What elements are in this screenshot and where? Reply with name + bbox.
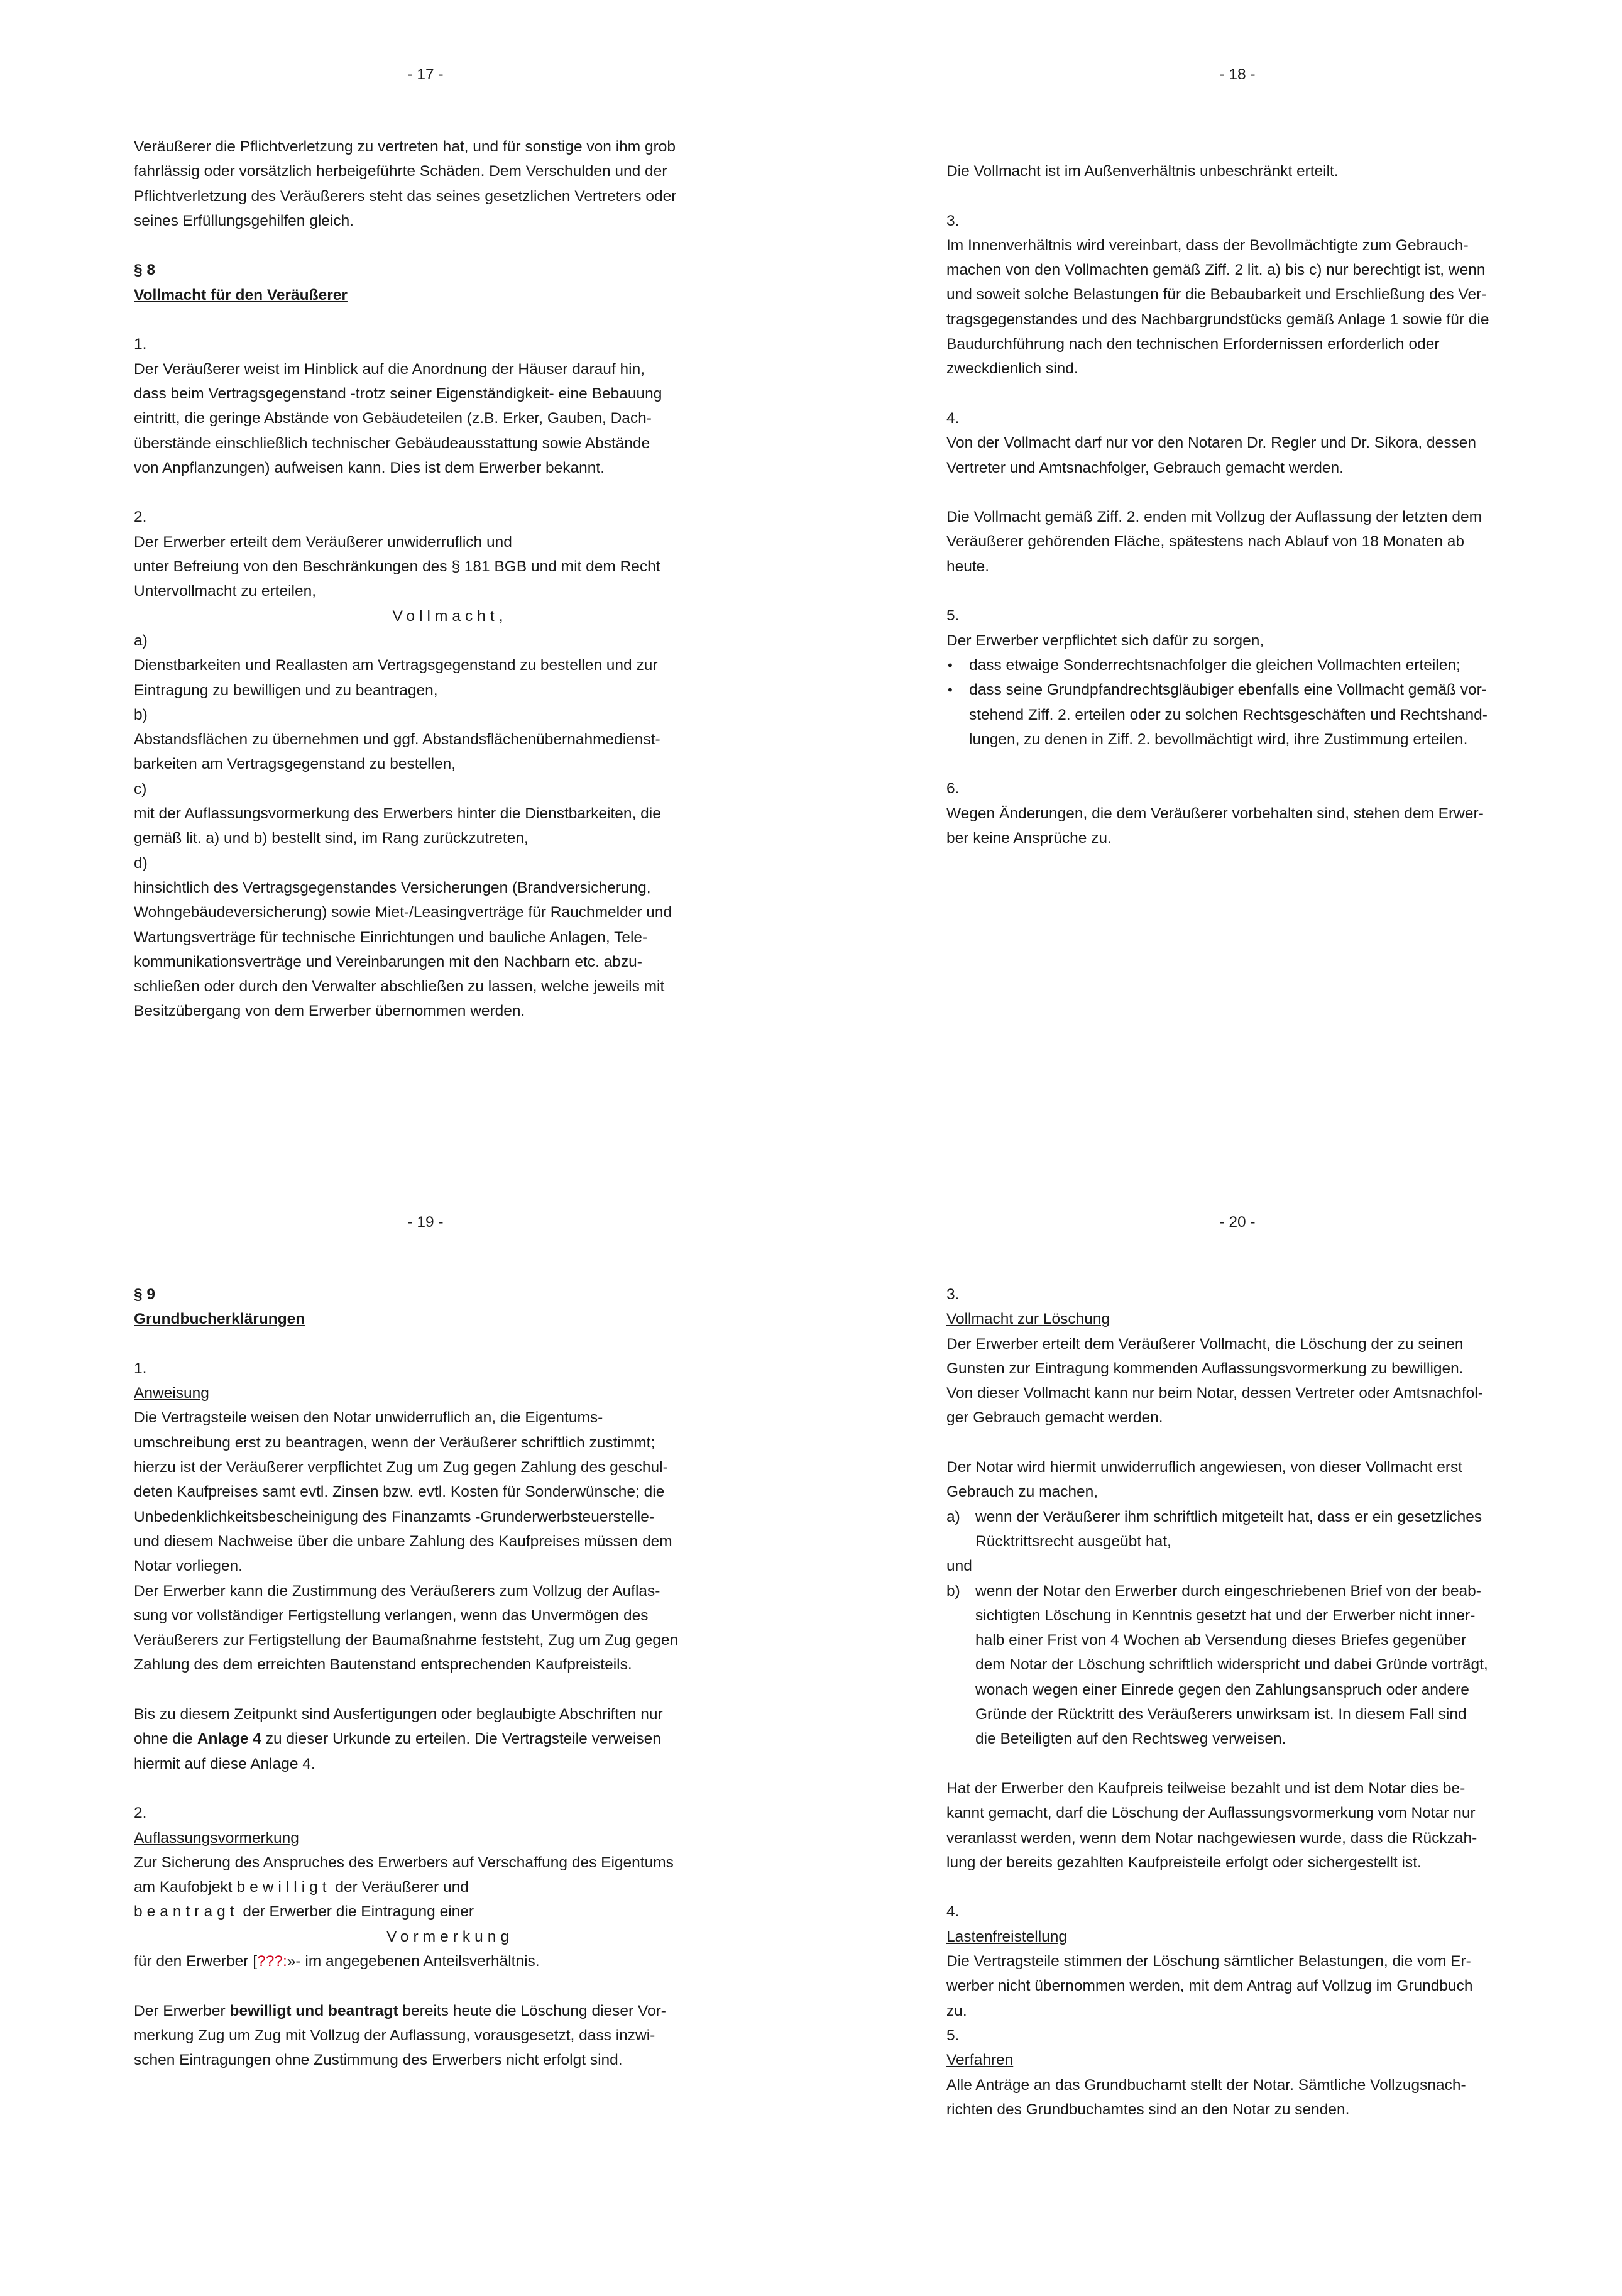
text-line: Der Erwerber verpflichtet sich dafür zu sorgen, xyxy=(946,632,1264,649)
section-number: § 8 xyxy=(134,261,156,279)
item-number: 3. xyxy=(946,1286,960,1303)
text-fragment: zu dieser Urkunde zu erteilen. Die Vertragsteile verweisen xyxy=(261,1730,661,1748)
text-line: hiermit auf diese Anlage 4. xyxy=(134,1755,315,1772)
list-label: c) xyxy=(134,780,147,798)
text-line: Der Erwerber erteilt dem Veräußerer Vollmacht, die Löschung der zu seinen xyxy=(946,1335,1464,1353)
item-number: 4. xyxy=(946,409,960,427)
page-number-18: - 18 - xyxy=(1219,66,1256,83)
bullet-item: • dass etwaige Sonderrechtsnachfolger die gleichen Vollmachten erteilen; xyxy=(946,653,1579,678)
text-line: halb einer Frist von 4 Wochen ab Versendung dieses Briefes gegenüber xyxy=(975,1632,1467,1649)
text-line: seines Erfüllungsgehilfen gleich. xyxy=(134,212,354,229)
text-line: Der Erwerber erteilt dem Veräußerer unwiderruflich und xyxy=(134,533,512,551)
placeholder-marker: ???: xyxy=(257,1953,287,1970)
text-line: zweckdienlich sind. xyxy=(946,360,1078,378)
text-line: dem Notar der Löschung schriftlich widerspricht und dabei Gründe vorträgt, xyxy=(975,1656,1488,1674)
text-fragment: bereits heute die Löschung dieser Vor- xyxy=(398,2002,666,2019)
text-line: veranlasst werden, wenn dem Notar nachgewiesen wurde, dass die Rückzah- xyxy=(946,1829,1477,1847)
text-line: Der Veräußerer weist im Hinblick auf die Anordnung der Häuser darauf hin, xyxy=(134,360,645,378)
text-line: Im Innenverhältnis wird vereinbart, dass der Bevollmächtigte zum Gebrauch- xyxy=(946,236,1469,254)
item-number: 1. xyxy=(134,336,147,353)
text-line: Pflichtverletzung des Veräußerers steht das seines gesetzlichen Vertreters oder xyxy=(134,187,677,205)
text-line: Von dieser Vollmacht kann nur beim Notar, dessen Vertreter oder Amtsnachfol- xyxy=(946,1385,1483,1402)
text-line: sung vor vollständiger Fertigstellung verlangen, wenn das Unvermögen des xyxy=(134,1607,649,1624)
item-heading: Auflassungsvormerkung xyxy=(134,1829,299,1847)
text-line: Wohngebäudeversicherung) sowie Miet-/Leasingverträge für Rauchmelder und xyxy=(134,904,672,921)
list-label: b) xyxy=(134,706,148,723)
text-line: tragsgegenstandes und des Nachbargrundstücks gemäß Anlage 1 sowie für die xyxy=(946,310,1489,328)
text-line: Gunsten zur Eintragung kommenden Auflassungsvormerkung zu bewilligen. xyxy=(946,1359,1464,1377)
page-20 xyxy=(946,1282,1579,2122)
p17-intro-paragraph xyxy=(134,135,766,233)
text-line: richten des Grundbuchamtes sind an den Notar zu senden. xyxy=(946,2101,1350,2118)
text-fragment: ohne die xyxy=(134,1730,197,1748)
text-line: unter Befreiung von den Beschränkungen des § 181 BGB und mit dem Recht xyxy=(134,558,660,576)
text-line: Besitzübergang von dem Erwerber übernommen werden. xyxy=(134,1002,525,1020)
text-line: Wegen Änderungen, die dem Veräußerer vorbehalten sind, stehen dem Erwer- xyxy=(946,805,1484,822)
text-line: mit der Auflassungsvormerkung des Erwerbers hinter die Dienstbarkeiten, die xyxy=(134,805,661,823)
text-line: Die Vollmacht ist im Außenverhältnis unbeschränkt erteilt. xyxy=(946,163,1339,180)
item-heading: Lastenfreistellung xyxy=(946,1928,1068,1945)
text-line: Notar vorliegen. xyxy=(134,1557,243,1575)
list-label: a) xyxy=(946,1508,960,1525)
text-line: machen von den Vollmachten gemäß Ziff. 2 lit. a) bis c) nur berechtigt ist, wenn xyxy=(946,261,1486,279)
section-number: § 9 xyxy=(134,1286,156,1303)
text-line: sichtigten Löschung in Kenntnis gesetzt hat und der Erwerber nicht inner- xyxy=(975,1607,1476,1624)
page-number-19: - 19 - xyxy=(407,1214,444,1231)
text-line: Hat der Erwerber den Kaufpreis teilweise bezahlt und ist dem Notar dies be- xyxy=(946,1779,1466,1797)
text-line: heute. xyxy=(946,558,990,575)
list-label: d) xyxy=(134,854,148,872)
text-line xyxy=(134,1999,766,2023)
bullet-item: • dass seine Grundpfandrechtsgläubiger ebenfalls eine Vollmacht gemäß vor- xyxy=(946,678,1579,702)
vormerkung-heading: Vormerkung xyxy=(386,1928,514,1945)
text-fragment: der Erwerber die Eintragung einer xyxy=(238,1903,474,1921)
text-line: Veräußerers zur Fertigstellung der Baumaßnahme feststeht, Zug um Zug gegen xyxy=(134,1632,679,1649)
vollmacht-heading: Vollmacht, xyxy=(392,607,508,625)
text-line: und soweit solche Belastungen für die Bebaubarkeit und Erschließung des Ver- xyxy=(946,286,1487,304)
text-line: deten Kaufpreises samt evtl. Zinsen bzw. evtl. Kosten für Sonderwünsche; die xyxy=(134,1483,665,1501)
item-number: 5. xyxy=(946,607,960,625)
text-line: Von der Vollmacht darf nur vor den Notaren Dr. Regler und Dr. Sikora, dessen xyxy=(946,434,1476,452)
text-line: Die Vertragsteile stimmen der Löschung sämtlicher Belastungen, die vom Er- xyxy=(946,1953,1471,1970)
text-line: Eintragung zu bewilligen und zu beantragen, xyxy=(134,681,438,699)
text-line: und diesem Nachweise über die unbare Zahlung des Kaufpreises müssen dem xyxy=(134,1532,672,1550)
text-line: Baudurchführung nach den technischen Erfordernissen erforderlich oder xyxy=(946,336,1440,353)
text-line: von Anpflanzungen) aufweisen kann. Dies ist dem Erwerber bekannt. xyxy=(134,459,605,476)
page-17 xyxy=(134,135,766,1024)
item-number: 1. xyxy=(134,1359,147,1377)
text-line: schließen oder durch den Verwalter abschließen zu lassen, welche jeweils mit xyxy=(134,978,665,996)
text-line xyxy=(134,1899,766,1924)
page-18 xyxy=(946,159,1579,850)
item-number: 4. xyxy=(946,1903,960,1921)
text-line: überstände einschließlich technischer Gebäudeausstattung sowie Abstände xyxy=(134,434,650,452)
page-number-17: - 17 - xyxy=(407,66,444,83)
item-heading: Anweisung xyxy=(134,1385,209,1402)
text-line: Zur Sicherung des Anspruches des Erwerbers auf Verschaffung des Eigentums xyxy=(134,1854,674,1871)
list-label: b) xyxy=(946,1582,960,1600)
text-line: und xyxy=(946,1557,972,1575)
text-line: Wartungsverträge für technische Einrichtungen und bauliche Anlagen, Tele- xyxy=(134,928,648,946)
text-line: eintritt, die geringe Abstände von Gebäudeteilen (z.B. Erker, Gauben, Dach- xyxy=(134,410,652,427)
text-line: gemäß lit. a) und b) bestellt sind, im Rang zurückzutreten, xyxy=(134,830,529,847)
text-line: Alle Anträge an das Grundbuchamt stellt der Notar. Sämtliche Vollzugsnach- xyxy=(946,2076,1466,2094)
item-number: 2. xyxy=(134,1804,147,1822)
text-line xyxy=(134,1949,766,1974)
text-fragment: Der Erwerber xyxy=(134,2002,230,2019)
text-line: die Beteiligten auf den Rechtsweg verweisen. xyxy=(975,1730,1286,1748)
text-line: Gebrauch zu machen, xyxy=(946,1483,1099,1501)
text-line xyxy=(134,1727,766,1751)
text-line: lung der bereits gezahlten Kaufpreisteile erfolgt oder sichergestellt ist. xyxy=(946,1854,1422,1871)
text-line: Die Vollmacht gemäß Ziff. 2. enden mit Vollzug der Auflassung der letzten dem xyxy=(946,508,1482,526)
page-number-20: - 20 - xyxy=(1219,1214,1256,1231)
text-fragment: für den Erwerber [ xyxy=(134,1953,258,1970)
text-line: hierzu ist der Veräußerer verpflichtet Zug um Zug gegen Zahlung des geschul- xyxy=(134,1459,668,1476)
text-line: hinsichtlich des Vertragsgegenstandes Versicherungen (Brandversicherung, xyxy=(134,879,651,896)
item-number: 5. xyxy=(946,2026,960,2044)
text-line: ger Gebrauch gemacht werden. xyxy=(946,1409,1163,1427)
text-fragment: am Kaufobjekt xyxy=(134,1879,237,1896)
text-line: Der Notar wird hiermit unwiderruflich angewiesen, von dieser Vollmacht erst xyxy=(946,1459,1463,1476)
text-line: kommunikationsverträge und Vereinbarungen mit den Nachbarn etc. abzu- xyxy=(134,953,642,970)
text-line: Gründe der Rücktritt des Veräußerers unwirksam ist. In diesem Fall sind xyxy=(975,1706,1467,1723)
text-line: Dienstbarkeiten und Reallasten am Vertragsgegenstand zu bestellen und zur xyxy=(134,657,658,674)
text-line: merkung Zug um Zug mit Vollzug der Auflassung, vorausgesetzt, dass inzwi- xyxy=(134,2026,655,2044)
list-item-b xyxy=(946,1579,1579,1603)
spaced-word: beantragt xyxy=(134,1903,239,1921)
text-line: schen Eintragungen ohne Zustimmung des Erwerbers nicht erfolgt sind. xyxy=(134,2052,623,2069)
text-line: wonach wegen einer Einrede gegen den Zahlungsanspruch oder andere xyxy=(975,1681,1469,1698)
section-title: Vollmacht für den Veräußerer xyxy=(134,286,348,304)
text-line: fahrlässig oder vorsätzlich herbeigeführte Schäden. Dem Verschulden und der xyxy=(134,163,667,180)
page-19 xyxy=(134,1282,766,2073)
text-line: Die Vertragsteile weisen den Notar unwiderruflich an, die Eigentums- xyxy=(134,1409,603,1427)
item-number: 2. xyxy=(134,508,147,526)
text-line: dass beim Vertragsgegenstand -trotz seiner Eigenständigkeit- eine Bebauung xyxy=(134,385,662,402)
text-line: Zahlung des dem erreichten Bautenstand entsprechenden Kaufpreisteils. xyxy=(134,1656,632,1674)
text-line: Veräußerer die Pflichtverletzung zu vertreten hat, und für sonstige von ihm grob xyxy=(134,138,676,155)
text-line: Abstandsflächen zu übernehmen und ggf. Abstandsflächenübernahmedienst- xyxy=(134,731,660,749)
text-line: lungen, zu denen in Ziff. 2. bevollmächtigt wird, ihre Zustimmung erteilen. xyxy=(969,730,1468,748)
text-line: Bis zu diesem Zeitpunkt sind Ausfertigungen oder beglaubigte Abschriften nur xyxy=(134,1706,663,1723)
spaced-word: bewilligt xyxy=(236,1879,331,1896)
text-line: Veräußerer gehörenden Fläche, spätestens nach Ablauf von 18 Monaten ab xyxy=(946,533,1465,551)
list-label: a) xyxy=(134,632,148,649)
text-line: barkeiten am Vertragsgegenstand zu bestellen, xyxy=(134,755,456,773)
text-line: Der Erwerber kann die Zustimmung des Veräußerers zum Vollzug der Auflas- xyxy=(134,1582,660,1600)
section-title: Grundbucherklärungen xyxy=(134,1310,305,1328)
text-fragment: der Veräußerer und xyxy=(331,1879,469,1896)
text-fragment: »- im angegebenen Anteilsverhältnis. xyxy=(287,1953,540,1970)
text-line: umschreibung erst zu beantragen, wenn der Veräußerer schriftlich zustimmt; xyxy=(134,1434,655,1451)
list-item-a xyxy=(946,1505,1579,1529)
text-line xyxy=(134,1875,766,1899)
item-number: 6. xyxy=(946,780,960,798)
text-line: Untervollmacht zu erteilen, xyxy=(134,583,317,600)
text-line: Vertreter und Amtsnachfolger, Gebrauch gemacht werden. xyxy=(946,459,1344,476)
text-fragment: wenn der Notar den Erwerber durch eingeschriebenen Brief von der beab- xyxy=(975,1582,1481,1600)
text-line: ber keine Ansprüche zu. xyxy=(946,830,1112,847)
text-line: werber nicht übernommen werden, mit dem Antrag auf Vollzug im Grundbuch xyxy=(946,1977,1473,1995)
text-line: kannt gemacht, darf die Löschung der Auflassungsvormerkung vom Notar nur xyxy=(946,1804,1476,1822)
text-line: Unbedenklichkeitsbescheinigung des Finanzamts -Grunderwerbsteuerstelle- xyxy=(134,1508,654,1525)
text-line: Rücktrittsrecht ausgeübt hat, xyxy=(975,1532,1171,1550)
anlage-reference: Anlage 4 xyxy=(197,1730,261,1748)
text-fragment: wenn der Veräußerer ihm schriftlich mitgeteilt hat, dass er ein gesetzliches xyxy=(975,1508,1482,1525)
item-number: 3. xyxy=(946,212,960,229)
text-line: stehend Ziff. 2. erteilen oder zu solchen Rechtsgeschäften und Rechtshand- xyxy=(969,706,1488,723)
item-heading: Vollmacht zur Löschung xyxy=(946,1310,1110,1328)
bold-phrase: bewilligt und beantragt xyxy=(229,2002,398,2019)
text-line: zu. xyxy=(946,2002,967,2019)
item-heading: Verfahren xyxy=(946,2052,1014,2069)
